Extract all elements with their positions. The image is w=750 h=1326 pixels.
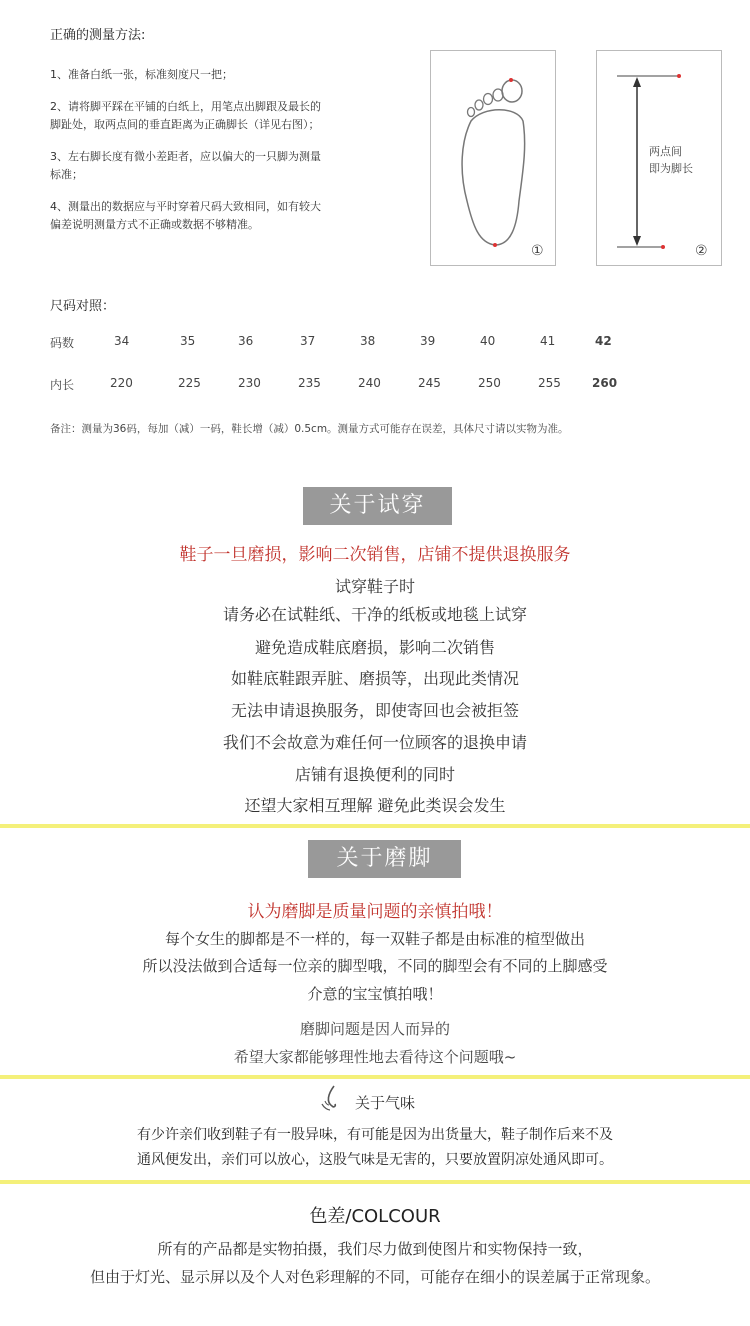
divider (0, 1180, 750, 1184)
tryon-line: 如鞋底鞋跟弄脏、磨损等，出现此类情况 (230, 669, 519, 688)
size-cell: 35 (180, 334, 196, 348)
divider (0, 824, 750, 828)
size-cell: 250 (478, 376, 501, 390)
colour-line: 所有的产品都是实物拍摄，我们尽力做到使图片和实物保持一致， (157, 1240, 593, 1258)
size-cell: 34 (114, 334, 130, 348)
tryon-line: 请务必在试鞋纸、干净的纸板或地毯上试穿 (222, 605, 527, 624)
nose-icon (318, 1084, 346, 1114)
colour-title: 色差/COLCOUR (309, 1206, 441, 1227)
size-row-code (0, 334, 750, 352)
tryon-banner: 关于试穿 (303, 487, 452, 525)
measure-title: 正确的测量方法: (50, 28, 146, 43)
smell-line: 有少许亲们收到鞋子有一股异味，有可能是因为出货量大，鞋子制作后来不及 (137, 1127, 613, 1143)
size-cell: 41 (540, 334, 556, 348)
length-figure (596, 50, 722, 266)
size-cell: 225 (178, 376, 201, 390)
step-3b: 标准； (50, 168, 83, 181)
rub-line: 介意的宝宝慎拍哦！ (307, 985, 443, 1003)
tryon-warning: 鞋子一旦磨损，影响二次销售，店铺不提供退换服务 (179, 545, 571, 565)
fig2-label (649, 143, 693, 177)
tryon-line: 避免造成鞋底磨损，影响二次销售 (254, 638, 495, 657)
tryon-line: 试穿鞋子时 (334, 577, 415, 596)
size-note: 备注：测量为36码，每加（减）一码，鞋长增（减）0.5cm。测量方式可能存在误差，具体尺寸请以实物为准。 (50, 423, 569, 435)
step-1: 1、准备白纸一张，标准刻度尺一把； (50, 68, 233, 81)
tryon-line: 店铺有退换便利的同时 (294, 765, 455, 784)
rub-line: 希望大家都能够理性地去看待这个问题哦~ (233, 1048, 517, 1066)
step-4a: 4、测量出的数据应与平时穿着尺码大致相同，如有较大 (50, 200, 321, 213)
rub-line: 所以没法做到合适每一位亲的脚型哦，不同的脚型会有不同的上脚感受 (142, 957, 608, 975)
size-cell: 37 (300, 334, 316, 348)
colour-line: 但由于灯光、显示屏以及个人对色彩理解的不同，可能存在细小的误差属于正常现象。 (89, 1268, 660, 1286)
rub-warning: 认为磨脚是质量问题的亲慎拍哦！ (247, 902, 503, 922)
size-cell: 255 (538, 376, 561, 390)
step-4b: 偏差说明测量方式不正确或数据不够精准。 (50, 218, 259, 231)
size-row-code-label: 码数 (50, 336, 75, 350)
measure-steps (50, 66, 360, 234)
smell-title: 关于气味 (355, 1094, 416, 1112)
size-cell: 42 (595, 334, 612, 348)
rub-line: 每个女生的脚都是不一样的，每一双鞋子都是由标准的楦型做出 (164, 930, 585, 948)
step-2b: 脚趾处，取两点间的垂直距离为正确脚长（详见右图）； (50, 118, 320, 131)
fig1-number: ① (531, 243, 544, 259)
size-cell: 36 (238, 334, 254, 348)
size-cell: 230 (238, 376, 261, 390)
tryon-line: 无法申请退换服务，即使寄回也会被拒签 (230, 701, 519, 720)
tryon-line: 还望大家相互理解 避免此类误会发生 (244, 796, 506, 815)
size-cell: 38 (360, 334, 376, 348)
size-cell: 40 (480, 334, 496, 348)
rub-line: 磨脚问题是因人而异的 (299, 1020, 450, 1038)
tryon-line: 我们不会故意为难任何一位顾客的退换申请 (222, 733, 527, 752)
size-cell: 260 (592, 376, 618, 390)
step-2a: 2、请将脚平踩在平铺的白纸上，用笔点出脚跟及最长的 (50, 100, 321, 113)
footprint-icon (431, 51, 555, 265)
size-cell: 220 (110, 376, 133, 390)
size-title: 尺码对照： (50, 299, 116, 314)
fig2-number: ② (695, 243, 708, 259)
size-cell: 240 (358, 376, 381, 390)
footprint-figure (430, 50, 556, 266)
size-cell: 39 (420, 334, 436, 348)
size-row-length (0, 376, 750, 394)
smell-line: 通风便发出，亲们可以放心，这股气味是无害的，只要放置阴凉处通风即可。 (137, 1152, 613, 1168)
size-cell: 245 (418, 376, 441, 390)
size-cell: 235 (298, 376, 321, 390)
step-3a: 3、左右脚长度有微小差距者，应以偏大的一只脚为测量 (50, 150, 321, 163)
rub-banner: 关于磨脚 (308, 840, 461, 878)
fig2-label-line2: 即为脚长 (649, 162, 693, 175)
divider (0, 1075, 750, 1079)
fig2-label-line1: 两点间 (649, 145, 682, 158)
size-row-length-label: 内长 (50, 378, 75, 392)
